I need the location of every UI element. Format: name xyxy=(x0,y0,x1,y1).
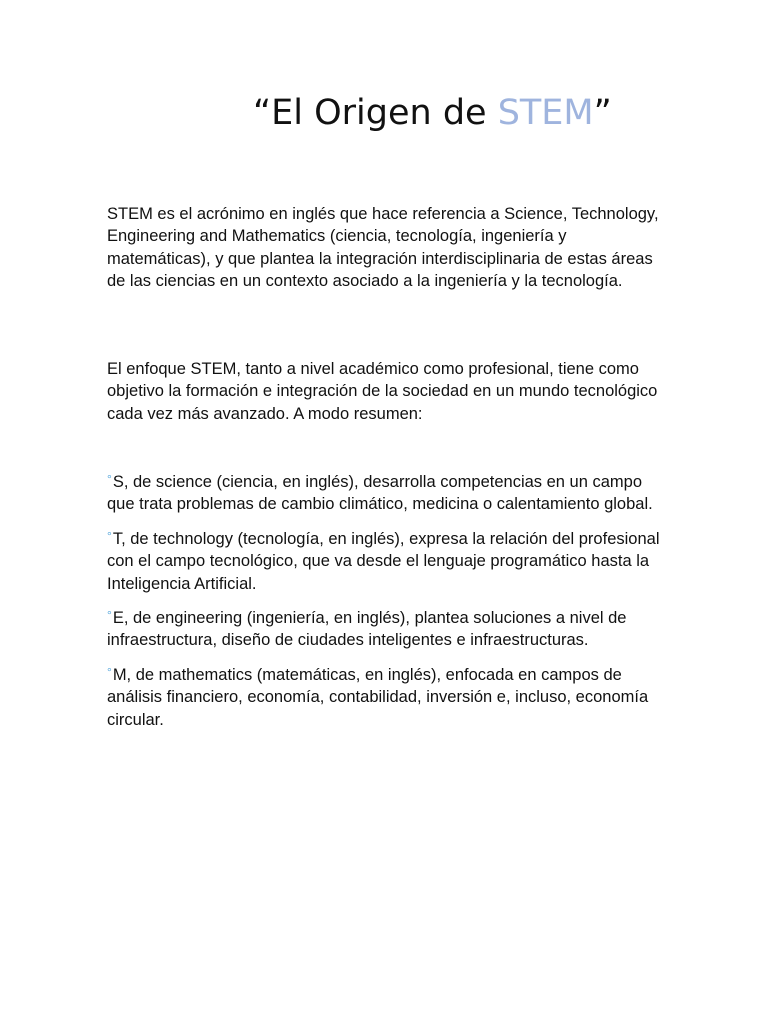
list-item-text: M, de mathematics (matemáticas, en inglés), enfocada en campos de análisis financiero, economía, contabilidad, inversión e, incluso, economía circular. xyxy=(107,665,649,729)
bullet-marker-icon: ° xyxy=(107,664,112,679)
title-close-quote: ” xyxy=(593,93,612,133)
intro-paragraph: STEM es el acrónimo en inglés que hace referencia a Science, Technology, Engineering and Mathematics (ciencia, tecnología, ingeniería y matemáticas), y que plantea la integración interdisciplinaria de estas áreas de las ciencias en un contexto asociado a la ingeniería y la tecnología. xyxy=(107,205,659,291)
list-item-engineering xyxy=(107,604,667,652)
approach-paragraph: El enfoque STEM, tanto a nivel académico como profesional, tiene como objetivo la formación e integración de la sociedad en un mundo tecnológico cada vez más avanzado. A modo resumen: xyxy=(107,360,658,423)
list-item-science xyxy=(107,468,667,516)
list-item-technology xyxy=(107,525,667,595)
list-item-mathematics xyxy=(107,661,667,731)
title-highlight-stem: STEM xyxy=(497,93,594,133)
page-title xyxy=(0,88,768,138)
list-item-text: T, de technology (tecnología, en inglés), expresa la relación del profesional con el campo tecnológico, que va desde el lenguaje programático hasta la Inteligencia Artificial. xyxy=(107,529,660,593)
list-item-text: E, de engineering (ingeniería, en inglés), plantea soluciones a nivel de infraestructura, diseño de ciudades inteligentes e infraestructuras. xyxy=(107,609,627,650)
bullet-marker-icon: ° xyxy=(107,472,112,486)
bullet-marker-icon: ° xyxy=(107,608,112,623)
bullet-marker-icon: ° xyxy=(107,528,112,543)
title-prefix: El Origen de xyxy=(271,93,498,133)
stem-list xyxy=(107,468,667,740)
list-item-text: S, de science (ciencia, en inglés), desarrolla competencias en un campo que trata problemas de cambio climático, medicina o calentamiento global. xyxy=(107,473,653,514)
title-open-quote: “ xyxy=(253,93,272,133)
